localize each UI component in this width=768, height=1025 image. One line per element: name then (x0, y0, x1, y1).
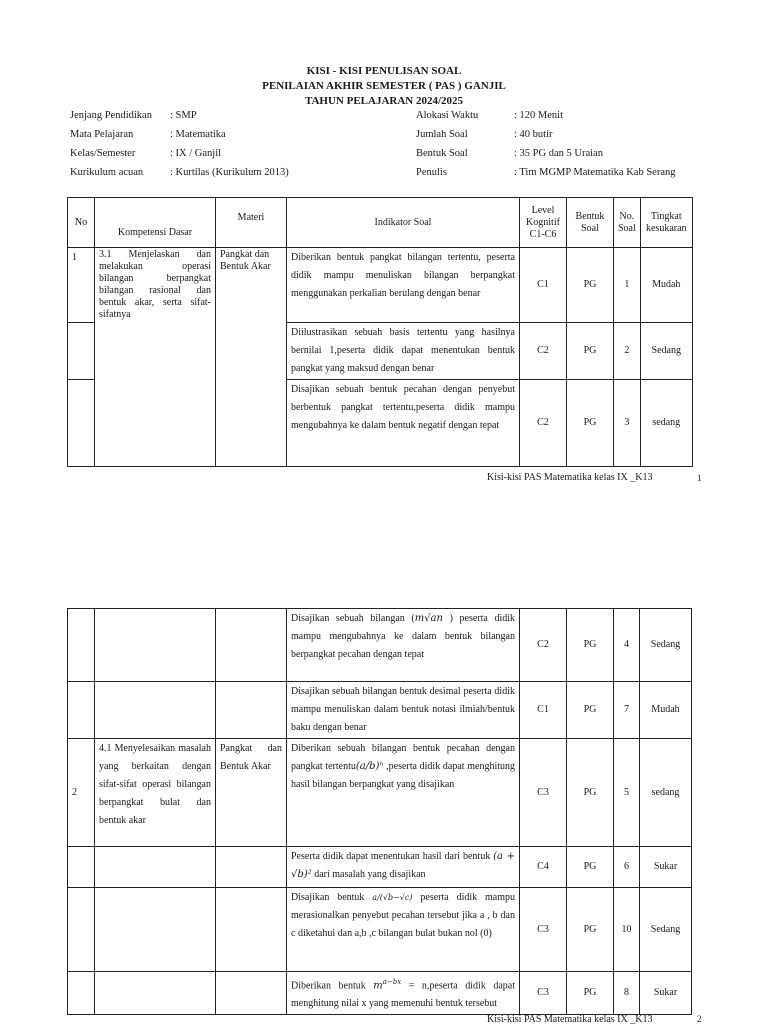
cell-indikator: Disajikan bentuk a/(√b−√c) peserta didik mampu merasionalkan penyebut pecahan tersebut jika a , b dan c diketahui dan a,b ,c bilangan bulat bukan nol (0) (287, 888, 520, 972)
cell-indikator: Disajikan sebuah bilangan bentuk desimal peserta didik mampu menuliskan dalam bentuk notasi ilmiah/bentuk baku dengan benar (287, 682, 520, 739)
cell-no (68, 972, 95, 1015)
col-tingkat: Tingkat kesukaran (640, 198, 692, 248)
table-row (68, 847, 692, 888)
cell-level: C2 (520, 323, 567, 380)
cell-kd (95, 609, 216, 682)
cell-materi (216, 682, 287, 739)
cell-indikator: Diilustrasikan sebuah basis tertentu yang hasilnya bernilai 1,peserta didik dapat menentukan bentuk pangkat yang maksud dengan benar (287, 323, 520, 380)
math-expression: m (373, 980, 383, 992)
cell-no (68, 847, 95, 888)
cell-bentuk: PG (567, 682, 614, 739)
col-nosoal: No. Soal (614, 198, 641, 248)
cell-tingkat: Sedang (640, 323, 692, 380)
kisi-table-page-1 (67, 197, 693, 467)
col-no: No (68, 198, 95, 248)
cell-level: C1 (520, 682, 567, 739)
cell-nosoal: 10 (614, 888, 640, 972)
math-expression: (a/b)ⁿ (355, 761, 384, 772)
cell-no (68, 609, 95, 682)
cell-bentuk: PG (567, 248, 614, 323)
col-kd: Kompetensi Dasar (95, 198, 216, 248)
cell-tingkat: sedang (640, 739, 692, 847)
info-left (70, 106, 289, 182)
page-number-1: 1 (697, 473, 702, 483)
page-footer-2: Kisi-kisi PAS Matematika kelas IX _K13 (487, 1014, 653, 1025)
cell-materi (216, 609, 287, 682)
info-row-kurikulum: Kurikulum acuan : Kurtilas (Kurikulum 2013) (70, 167, 289, 178)
cell-indikator: Diberikan bentuk pangkat bilangan tertentu, peserta didik mampu menuliskan bilangan berpangkat menggunakan perkalian berulang dengan benar (287, 248, 520, 323)
cell-tingkat: Sedang (640, 888, 692, 972)
table-row (68, 972, 692, 1015)
col-bentuk: Bentuk Soal (567, 198, 614, 248)
info-row-jumlah: Jumlah Soal : 40 butir (416, 129, 553, 140)
cell-tingkat: Mudah (640, 248, 692, 323)
info-row-penulis: Penulis : Tim MGMP Matematika Kab Serang (416, 167, 676, 178)
cell-nosoal: 8 (614, 972, 640, 1015)
cell-no (68, 380, 95, 467)
cell-no: 2 (68, 739, 95, 847)
table-header-row (68, 198, 693, 248)
cell-indikator: Diberikan bentuk $m^{a-bx}$ = n,peserta didik dapat menghitung nilai x yang memenuhi bentuk tersebut (287, 972, 520, 1015)
cell-kd: 3.1 Menjelaskan dan melakukan operasi bilangan berpangkat bilangan rasional dan bentuk akar, serta sifat-sifatnya (95, 248, 216, 467)
cell-bentuk: PG (567, 739, 614, 847)
cell-level: C3 (520, 888, 567, 972)
cell-no: 1 (68, 248, 95, 323)
info-row-bentuk: Bentuk Soal : 35 PG dan 5 Uraian (416, 148, 603, 159)
col-level: Level Kognitif C1-C6 (520, 198, 567, 248)
cell-bentuk: PG (567, 380, 614, 467)
cell-no (68, 682, 95, 739)
cell-nosoal: 6 (614, 847, 640, 888)
info-right (416, 106, 675, 182)
cell-nosoal: 5 (614, 739, 640, 847)
cell-level: C2 (520, 609, 567, 682)
page-number-2: 2 (697, 1014, 702, 1024)
title-line-3: TAHUN PELAJARAN 2024/2025 (304, 95, 464, 107)
cell-kd (95, 888, 216, 972)
cell-bentuk: PG (567, 847, 614, 888)
table-row (68, 739, 692, 847)
cell-materi (216, 847, 287, 888)
table-row (68, 609, 692, 682)
cell-no (68, 323, 95, 380)
table-row (68, 248, 693, 323)
table-row (68, 682, 692, 739)
cell-kd: 4.1 Menyelesaikan masalah yang berkaitan dengan sifat-sifat operasi bilangan berpangkat bulat dan bentuk akar (95, 739, 216, 847)
cell-tingkat: sedang (640, 380, 692, 467)
cell-bentuk: PG (567, 609, 614, 682)
math-expression: m√an (414, 613, 443, 624)
cell-indikator: Disajikan sebuah bilangan (m√an ) peserta didik mampu mengubahnya ke dalam bentuk bilangan berpangkat pecahan dengan tepat (287, 609, 520, 682)
cell-nosoal: 3 (614, 380, 641, 467)
cell-tingkat: Mudah (640, 682, 692, 739)
math-exponent: a−bx (382, 978, 402, 986)
cell-level: C4 (520, 847, 567, 888)
cell-kd (95, 847, 216, 888)
cell-nosoal: 1 (614, 248, 641, 323)
cell-materi: Pangkat dan Bentuk Akar (216, 739, 287, 847)
cell-bentuk: PG (567, 323, 614, 380)
info-row-kelas: Kelas/Semester : IX / Ganjil (70, 148, 222, 159)
cell-materi (216, 972, 287, 1015)
cell-kd (95, 682, 216, 739)
cell-tingkat: Sukar (640, 972, 692, 1015)
title-line-2: PENILAIAN AKHIR SEMESTER ( PAS ) GANJIL (262, 80, 506, 92)
cell-indikator: Diberikan sebuah bilangan bentuk pecahan dengan pangkat tertentu(a/b)ⁿ ,peserta didik dapat menghitung hasil bilangan berpangkat yang disajikan (287, 739, 520, 847)
cell-indikator: Disajikan sebuah bentuk pecahan dengan penyebut berbentuk pangkat tertentu,peserta didik mampu mengubahnya ke dalam bentuk negatif dengan tepat (287, 380, 520, 467)
cell-bentuk: PG (567, 888, 614, 972)
cell-nosoal: 2 (614, 323, 641, 380)
cell-materi (216, 888, 287, 972)
cell-nosoal: 4 (614, 609, 640, 682)
cell-level: C1 (520, 248, 567, 323)
cell-kd (95, 972, 216, 1015)
cell-level: C3 (520, 739, 567, 847)
info-row-alokasi: Alokasi Waktu : 120 Menit (416, 110, 563, 121)
cell-bentuk: PG (567, 972, 614, 1015)
cell-tingkat: Sedang (640, 609, 692, 682)
cell-indikator: Peserta didik dapat menentukan hasil dari bentuk (a + √b)² dari masalah yang disajikan (287, 847, 520, 888)
title-line-1: KISI - KISI PENULISAN SOAL (306, 65, 462, 77)
col-materi: Materi (216, 198, 287, 248)
cell-no (68, 888, 95, 972)
document-title (0, 64, 768, 109)
cell-tingkat: Sukar (640, 847, 692, 888)
page-footer-1: Kisi-kisi PAS Matematika kelas IX _K13 (487, 472, 653, 483)
info-row-jenjang: Jenjang Pendidikan : SMP (70, 110, 197, 121)
cell-level: C2 (520, 380, 567, 467)
col-indikator: Indikator Soal (287, 198, 520, 248)
math-expression: a/(√b−√c) (372, 893, 413, 902)
cell-level: C3 (520, 972, 567, 1015)
cell-materi: Pangkat dan Bentuk Akar (216, 248, 287, 467)
kisi-table-page-2 (67, 608, 692, 1015)
cell-nosoal: 7 (614, 682, 640, 739)
table-row (68, 888, 692, 972)
info-row-mapel: Mata Pelajaran : Matematika (70, 129, 226, 140)
math-expression: (a + √b)² (291, 851, 515, 880)
